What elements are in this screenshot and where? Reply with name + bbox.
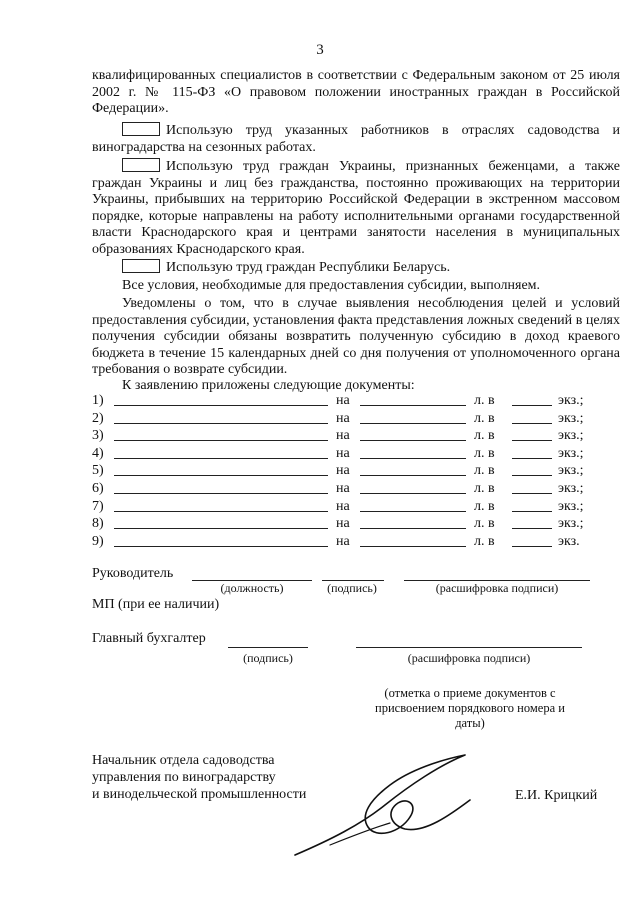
- document-row: [92, 481, 612, 498]
- option-checkbox-seasonal[interactable]: [122, 122, 160, 136]
- document-name-field[interactable]: [114, 528, 328, 529]
- document-pages-label: л. в: [474, 481, 495, 496]
- document-copies-label: экз.;: [558, 393, 584, 408]
- document-row: [92, 411, 612, 428]
- document-name-field[interactable]: [114, 511, 328, 512]
- document-copies-field[interactable]: [512, 475, 552, 476]
- document-copies-field[interactable]: [512, 405, 552, 406]
- handwritten-signature: [290, 745, 490, 865]
- document-pages-label: л. в: [474, 516, 495, 532]
- document-row: [92, 428, 612, 445]
- option-text-belarus: Использую труд граждан Республики Беларусь.: [166, 260, 451, 275]
- document-copies-label: экз.;: [558, 498, 584, 514]
- document-row: [92, 499, 612, 516]
- document-pages-field[interactable]: [360, 423, 466, 424]
- footer-line-1: Начальник отдела садоводства: [92, 753, 275, 768]
- accountant-label: Главный бухгалтер: [92, 631, 206, 646]
- document-on-label: на: [336, 428, 350, 444]
- document-pages-label: л. в: [474, 445, 495, 461]
- footer-position: [92, 752, 306, 803]
- document-copies-field[interactable]: [512, 493, 552, 494]
- document-number: 9): [92, 533, 104, 549]
- document-copies-label: экз.;: [558, 463, 584, 479]
- document-pages-label: л. в: [474, 533, 495, 549]
- document-name-field[interactable]: [114, 475, 328, 476]
- document-name-field[interactable]: [114, 440, 328, 441]
- document-on-label: на: [336, 516, 350, 532]
- accountant-decoding-field[interactable]: [356, 647, 582, 648]
- document-on-label: на: [336, 393, 350, 408]
- document-pages-field[interactable]: [360, 458, 466, 459]
- document-copies-field[interactable]: [512, 423, 552, 424]
- document-pages-field[interactable]: [360, 546, 466, 547]
- document-copies-label: экз.: [558, 533, 580, 549]
- footer-line-2: управления по виноградарству: [92, 770, 276, 785]
- document-number: 2): [92, 410, 104, 426]
- option-checkbox-belarus[interactable]: [122, 259, 160, 273]
- document-pages-field[interactable]: [360, 475, 466, 476]
- document-pages-label: л. в: [474, 410, 495, 426]
- document-row: [92, 534, 612, 551]
- document-on-label: на: [336, 481, 350, 496]
- document-name-field[interactable]: [114, 458, 328, 459]
- document-name-field[interactable]: [114, 423, 328, 424]
- option-ukraine-refugees: [92, 158, 620, 258]
- document-copies-label: экз.;: [558, 481, 584, 496]
- document-copies-field[interactable]: [512, 458, 552, 459]
- attached-heading: К заявлению приложены следующие документы:: [122, 378, 415, 393]
- document-row: [92, 516, 612, 533]
- document-row: [92, 463, 612, 480]
- option-checkbox-ukraine[interactable]: [122, 158, 160, 172]
- document-copies-label: экз.;: [558, 445, 584, 461]
- document-pages-label: л. в: [474, 393, 495, 408]
- document-copies-field[interactable]: [512, 440, 552, 441]
- option-text-ukraine: Использую труд граждан Украины, признанных беженцами, а также граждан Украины и лиц без гражданства, постоянно проживающих на территории Украины, прибывших на территорию Российской Федерации в экстренном массовом порядке, которые направлены на работу исполнительными органами государственной власти Краснодарского края и центрами занятости населения в муниципальных образованиях Краснодарского края.: [92, 159, 620, 257]
- option-belarus: [92, 259, 620, 277]
- document-number: 6): [92, 481, 104, 496]
- option-text-seasonal: Использую труд указанных работников в отраслях садоводства и виноградарства на сезонных работах.: [92, 123, 620, 155]
- document-name-field[interactable]: [114, 546, 328, 547]
- document-pages-label: л. в: [474, 498, 495, 514]
- accountant-decoding-caption: (расшифровка подписи): [407, 651, 531, 665]
- footer-signer: Е.И. Крицкий: [515, 788, 598, 803]
- document-copies-label: экз.;: [558, 428, 584, 444]
- document-copies-field[interactable]: [512, 528, 552, 529]
- document-pages-label: л. в: [474, 463, 495, 479]
- intro-paragraph: квалифицированных специалистов в соответствии с Федеральным законом от 25 июля 2002 г. № 115-ФЗ «О правовом положении иностранных граждан в Российской Федерации».: [92, 68, 620, 116]
- conditions-text: Все условия, необходимые для предоставления субсидии, выполняем.: [122, 278, 541, 293]
- document-number: 7): [92, 498, 104, 514]
- seal-label: МП (при ее наличии): [92, 597, 220, 612]
- document-on-label: на: [336, 533, 350, 549]
- document-number: 5): [92, 463, 104, 479]
- head-signature-caption: (подпись): [327, 581, 377, 595]
- head-label: Руководитель: [92, 566, 174, 581]
- document-copies-label: экз.;: [558, 410, 584, 426]
- document-number: 3): [92, 428, 104, 444]
- document-copies-field[interactable]: [512, 511, 552, 512]
- document-pages-field[interactable]: [360, 493, 466, 494]
- accountant-signature-caption: (подпись): [243, 651, 293, 665]
- receipt-note: (отметка о приеме документов с присвоением порядкового номера и даты): [375, 686, 565, 730]
- document-pages-field[interactable]: [360, 511, 466, 512]
- document-on-label: на: [336, 445, 350, 461]
- document-on-label: на: [336, 498, 350, 514]
- document-row: [92, 446, 612, 463]
- notice-paragraph: Уведомлены о том, что в случае выявления несоблюдения целей и условий предоставления субсидии, установления факта представления ложных сведений в целях получения субсидии обязаны возвратить полученную субсидию в доход краевого бюджета в течение 15 календарных дней со дня получения от уполномоченного органа требования о возврате субсидии.: [92, 296, 620, 377]
- head-decoding-caption: (расшифровка подписи): [435, 581, 559, 595]
- document-pages-field[interactable]: [360, 528, 466, 529]
- document-pages-label: л. в: [474, 428, 495, 444]
- document-copies-label: экз.;: [558, 516, 584, 532]
- document-name-field[interactable]: [114, 493, 328, 494]
- head-position-caption: (должность): [220, 581, 284, 595]
- document-name-field[interactable]: [114, 405, 328, 406]
- document-number: 4): [92, 445, 104, 461]
- footer-line-3: и винодельческой промышленности: [92, 787, 307, 802]
- document-row: [92, 393, 612, 410]
- accountant-signature-field[interactable]: [228, 647, 308, 648]
- option-seasonal-work: [92, 122, 620, 156]
- document-on-label: на: [336, 463, 350, 479]
- document-number: 1): [92, 393, 104, 408]
- page-number: 3: [316, 42, 324, 58]
- document-pages-field[interactable]: [360, 405, 466, 406]
- document-on-label: на: [336, 410, 350, 426]
- document-number: 8): [92, 516, 104, 532]
- document-copies-field[interactable]: [512, 546, 552, 547]
- document-pages-field[interactable]: [360, 440, 466, 441]
